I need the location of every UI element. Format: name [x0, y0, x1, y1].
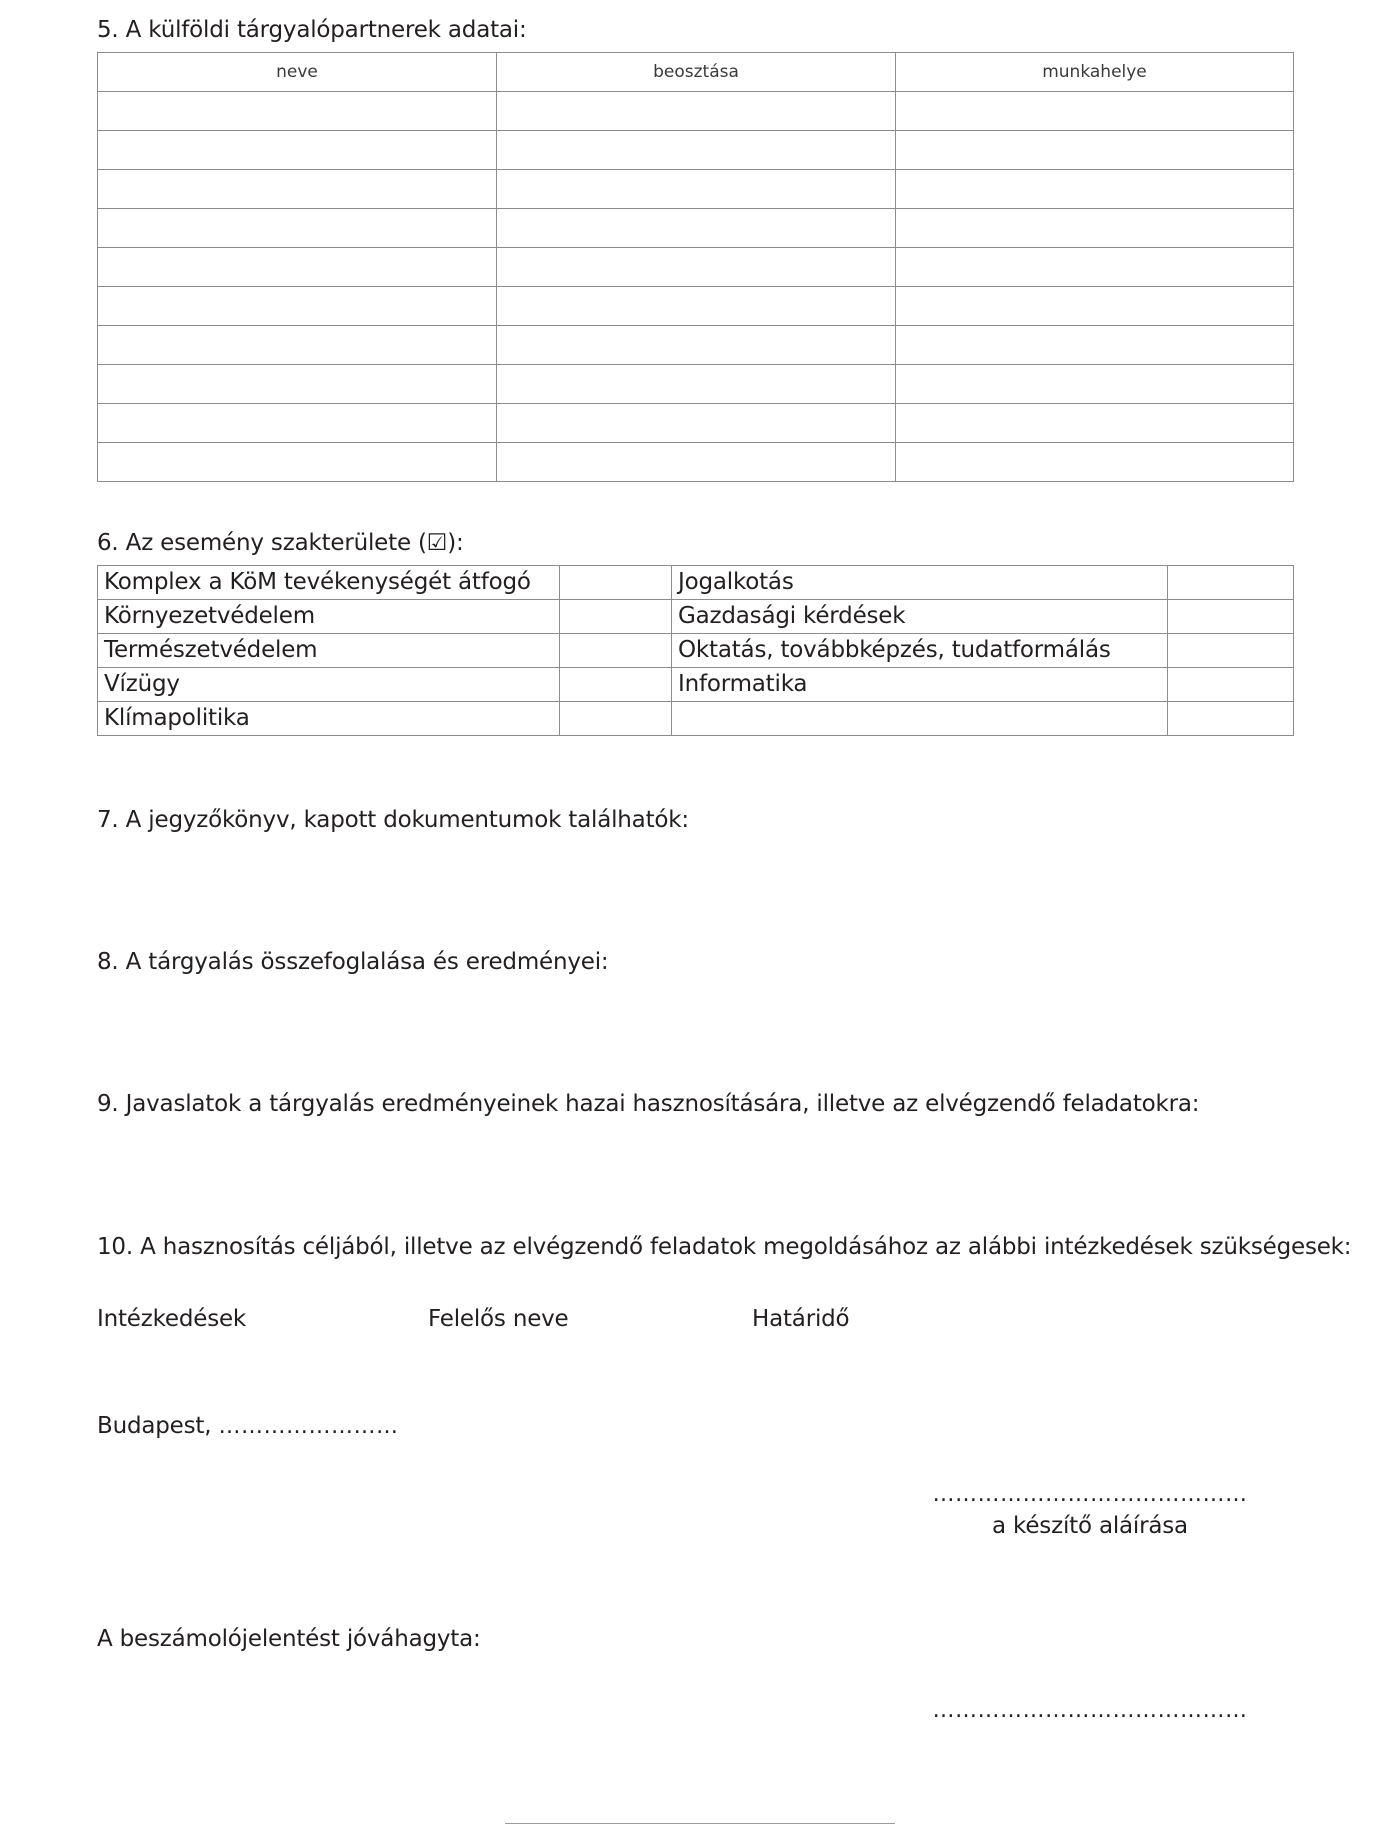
partner-position-cell[interactable] [497, 92, 896, 131]
partner-row [98, 248, 1294, 287]
partner-workplace-cell[interactable] [896, 248, 1294, 287]
field-label: Informatika [672, 668, 1168, 702]
partner-workplace-cell[interactable] [896, 443, 1294, 482]
field-checkbox[interactable] [560, 702, 672, 736]
partners-header-row [98, 53, 1294, 92]
signature-caption: a készítő aláírása [992, 1513, 1188, 1539]
column-measures-label: Intézkedések [97, 1306, 247, 1332]
partner-position-cell[interactable] [497, 209, 896, 248]
place-label: Budapest, [97, 1413, 219, 1439]
field-checkbox[interactable] [1168, 668, 1294, 702]
approval-label: A beszámolójelentést jóváhagyta: [97, 1626, 481, 1652]
section-9-heading: 9. Javaslatok a tárgyalás eredményeinek hazai hasznosítására, illetve az elvégzendő feladatokra: [97, 1091, 1200, 1117]
partner-workplace-cell[interactable] [896, 170, 1294, 209]
partner-name-cell[interactable] [98, 443, 497, 482]
field-checkbox[interactable] [1168, 634, 1294, 668]
section-5-heading: 5. A külföldi tárgyalópartnerek adatai: [97, 17, 527, 43]
partner-row [98, 404, 1294, 443]
signature-block [905, 1482, 1275, 1540]
partner-workplace-cell[interactable] [896, 131, 1294, 170]
partner-name-cell[interactable] [98, 170, 497, 209]
partner-name-cell[interactable] [98, 131, 497, 170]
partner-position-cell[interactable] [497, 365, 896, 404]
field-checkbox[interactable] [1168, 702, 1294, 736]
field-label [672, 702, 1168, 736]
fields-table [97, 565, 1294, 736]
field-checkbox[interactable] [560, 600, 672, 634]
column-header-name: neve [98, 53, 497, 92]
field-label: Oktatás, továbbképzés, tudatformálás [672, 634, 1168, 668]
partners-table [97, 52, 1294, 482]
field-row [98, 634, 1294, 668]
field-label: Jogalkotás [672, 566, 1168, 600]
field-label: Természetvédelem [98, 634, 560, 668]
field-row [98, 566, 1294, 600]
partner-workplace-cell[interactable] [896, 92, 1294, 131]
partner-workplace-cell[interactable] [896, 365, 1294, 404]
section-7-heading: 7. A jegyzőkönyv, kapott dokumentumok találhatók: [97, 807, 689, 833]
partner-name-cell[interactable] [98, 365, 497, 404]
partner-row [98, 131, 1294, 170]
field-label: Komplex a KöM tevékenységét átfogó [98, 566, 560, 600]
partner-workplace-cell[interactable] [896, 404, 1294, 443]
partner-row [98, 326, 1294, 365]
field-row [98, 600, 1294, 634]
field-label: Környezetvédelem [98, 600, 560, 634]
partner-name-cell[interactable] [98, 248, 497, 287]
partner-name-cell[interactable] [98, 287, 497, 326]
partner-workplace-cell[interactable] [896, 209, 1294, 248]
field-checkbox[interactable] [560, 668, 672, 702]
footer-rule [505, 1823, 895, 1824]
column-header-workplace: munkahelye [896, 53, 1294, 92]
field-checkbox[interactable] [1168, 600, 1294, 634]
partners-body [98, 92, 1294, 482]
field-label: Klímapolitika [98, 702, 560, 736]
field-row [98, 702, 1294, 736]
partner-name-cell[interactable] [98, 404, 497, 443]
section-8-heading: 8. A tárgyalás összefoglalása és eredményei: [97, 949, 609, 975]
field-checkbox[interactable] [560, 566, 672, 600]
partner-workplace-cell[interactable] [896, 287, 1294, 326]
partner-row [98, 287, 1294, 326]
approval-signature-blank[interactable]: …………………………………… [932, 1698, 1248, 1723]
partner-position-cell[interactable] [497, 287, 896, 326]
partner-position-cell[interactable] [497, 131, 896, 170]
partner-position-cell[interactable] [497, 326, 896, 365]
column-header-position: beosztása [497, 53, 896, 92]
partner-position-cell[interactable] [497, 443, 896, 482]
field-row [98, 668, 1294, 702]
partner-row [98, 170, 1294, 209]
field-label: Gazdasági kérdések [672, 600, 1168, 634]
partner-name-cell[interactable] [98, 326, 497, 365]
column-deadline-label: Határidő [752, 1306, 850, 1332]
partner-position-cell[interactable] [497, 404, 896, 443]
field-checkbox[interactable] [560, 634, 672, 668]
field-label: Vízügy [98, 668, 560, 702]
section-6-heading: 6. Az esemény szakterülete (☑): [97, 530, 464, 556]
column-responsible-label: Felelős neve [428, 1306, 569, 1332]
partner-position-cell[interactable] [497, 248, 896, 287]
date-blank[interactable]: …………………… [218, 1414, 399, 1439]
partner-workplace-cell[interactable] [896, 326, 1294, 365]
partner-row [98, 365, 1294, 404]
signature-blank[interactable]: …………………………………… [932, 1482, 1248, 1507]
partner-name-cell[interactable] [98, 209, 497, 248]
partner-row [98, 443, 1294, 482]
place-date-line [97, 1412, 398, 1441]
partner-position-cell[interactable] [497, 170, 896, 209]
partner-row [98, 209, 1294, 248]
partner-row [98, 92, 1294, 131]
section-10-heading: 10. A hasznosítás céljából, illetve az elvégzendő feladatok megoldásához az alábbi intézkedések szükségesek: [97, 1234, 1352, 1260]
field-checkbox[interactable] [1168, 566, 1294, 600]
partner-name-cell[interactable] [98, 92, 497, 131]
